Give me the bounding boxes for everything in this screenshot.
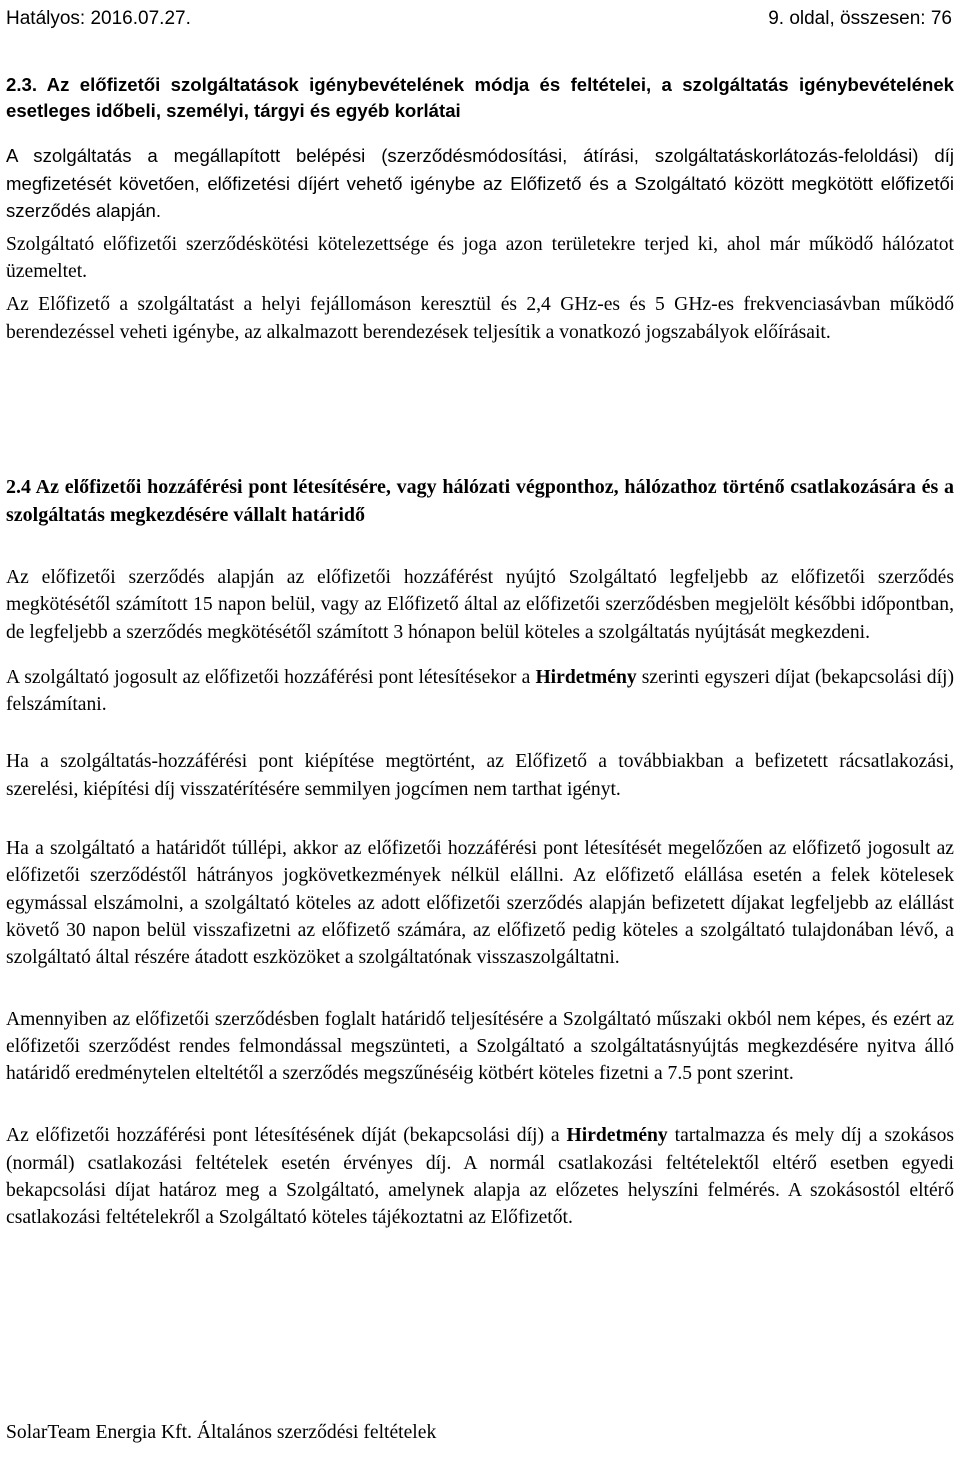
section-heading: 2.4 Az előfizetői hozzáférési pont létesítésére, vagy hálózati végponthoz, hálózathoz történő csatlakozására és a szolgáltatás megkezdésére vállalt határidő bbox=[6, 476, 954, 526]
paragraph: Ha a szolgáltatás-hozzáférési pont kiépítése megtörtént, az Előfizető a továbbiakban a befizetett rácsatlakozási, szerelési, kiépítési díj visszatérítésére semmilyen jogcímen nem tarthat igényt. bbox=[6, 751, 954, 800]
paragraph: Szolgáltató előfizetői szerződéskötési kötelezettsége és joga azon területekre terjed ki, ahol már működő hálózatot üzemeltet. bbox=[6, 233, 954, 283]
hirdetmeny-term: Hirdetmény bbox=[535, 666, 637, 688]
section-2-3 bbox=[6, 72, 954, 346]
page-header bbox=[6, 8, 952, 32]
paragraph: Az előfizetői szerződés alapján az előfizetői hozzáférést nyújtó Szolgáltató legfeljebb az előfizetői szerződés megkötésétől számított 15 napon belül, vagy az Előfizető által az előfizetői szerződésben megjelölt későbbi időpontban, de legfeljebb a szerződés megkötésétől számított 3 hónapon belül köteles a szolgáltatás nyújtását megkezdeni. bbox=[6, 567, 954, 643]
paragraph: Az Előfizető a szolgáltatást a helyi fejállomáson keresztül és 2,4 GHz-es és 5 GHz-es frekvenciasávban működő berendezéssel veheti igénybe, az alkalmazott berendezések teljesítik a vonatkozó jogszabályok előírásait. bbox=[6, 294, 954, 343]
paragraph: Amennyiben az előfizetői szerződésben foglalt határidő teljesítésére a Szolgáltató műszaki okból nem képes, és ezért az előfizetői szerződést rendes felmondással megszünteti, a Szolgáltató a szolgáltatásnyújtás megkezdésére nyitva álló határidő eredménytelen elteltétől a szerződés megszűnéséig kötbért köteles fizetni a 7.5 pont szerint. bbox=[6, 1008, 954, 1085]
paragraph-text: szerinti egyszeri díjat (bekapcsolási díj) felszámítani. bbox=[6, 666, 954, 716]
paragraph-text: tartalmazza és mely díj a szokásos (normál) csatlakozási feltételek esetén érvényes díj. A normál csatlakozási feltételektől eltérő esetben egyedi bekapcsolási díjat határoz meg a Szolgáltató, amelynek alapja az előzetes helyszíni felmérés. A szokásostól eltérő csatlakozási feltételekről a Szolgáltató köteles tájékoztatni az Előfizetőt. bbox=[6, 1125, 954, 1229]
page-footer: SolarTeam Energia Kft. Általános szerződési feltételek bbox=[6, 1422, 437, 1443]
paragraph bbox=[6, 664, 954, 719]
section-heading: 2.3. Az előfizetői szolgáltatások igénybevételének módja és feltételei, a szolgáltatás igénybevételének esetleges időbeli, személyi, tárgyi és egyéb korlátai bbox=[6, 74, 954, 121]
paragraph-text: Az előfizetői hozzáférési pont létesítésének díját (bekapcsolási díj) a bbox=[6, 1125, 567, 1147]
paragraph: A szolgáltatás a megállapított belépési (szerződésmódosítási, átírási, szolgáltatáskorlátozás-feloldási) díj megfizetését követően, előfizetési díjért vehető igénybe az Előfizető és a Szolgáltató között megkötött előfizetői szerződés alapján. bbox=[6, 145, 954, 222]
paragraph bbox=[6, 1122, 954, 1231]
page-number: 9. oldal, összesen: 76 bbox=[768, 8, 952, 29]
paragraph: Ha a szolgáltató a határidőt túllépi, akkor az előfizetői hozzáférési pont létesítését megelőzően az előfizető jogosult az előfizetői szerződéstől hátrányos jogkövetkezmények nélkül elállni. Az előfizető elállása esetén a felek kötelesek egymással elszámolni, a szolgáltató köteles az adott előfizetői szerződés alapján befizetett díjakat legfeljebb az elállást követő 30 napon belül visszafizetni az előfizető számára, az előfizető pedig köteles a szolgáltató tulajdonában lévő, a szolgáltató által részére átadott eszközöket a szolgáltatónak visszaszolgáltatni. bbox=[6, 838, 954, 969]
section-2-4 bbox=[6, 474, 954, 1232]
hirdetmeny-term: Hirdetmény bbox=[566, 1125, 668, 1147]
effective-date: Hatályos: 2016.07.27. bbox=[6, 8, 191, 29]
paragraph-text: A szolgáltató jogosult az előfizetői hozzáférési pont létesítésekor a bbox=[6, 666, 536, 688]
